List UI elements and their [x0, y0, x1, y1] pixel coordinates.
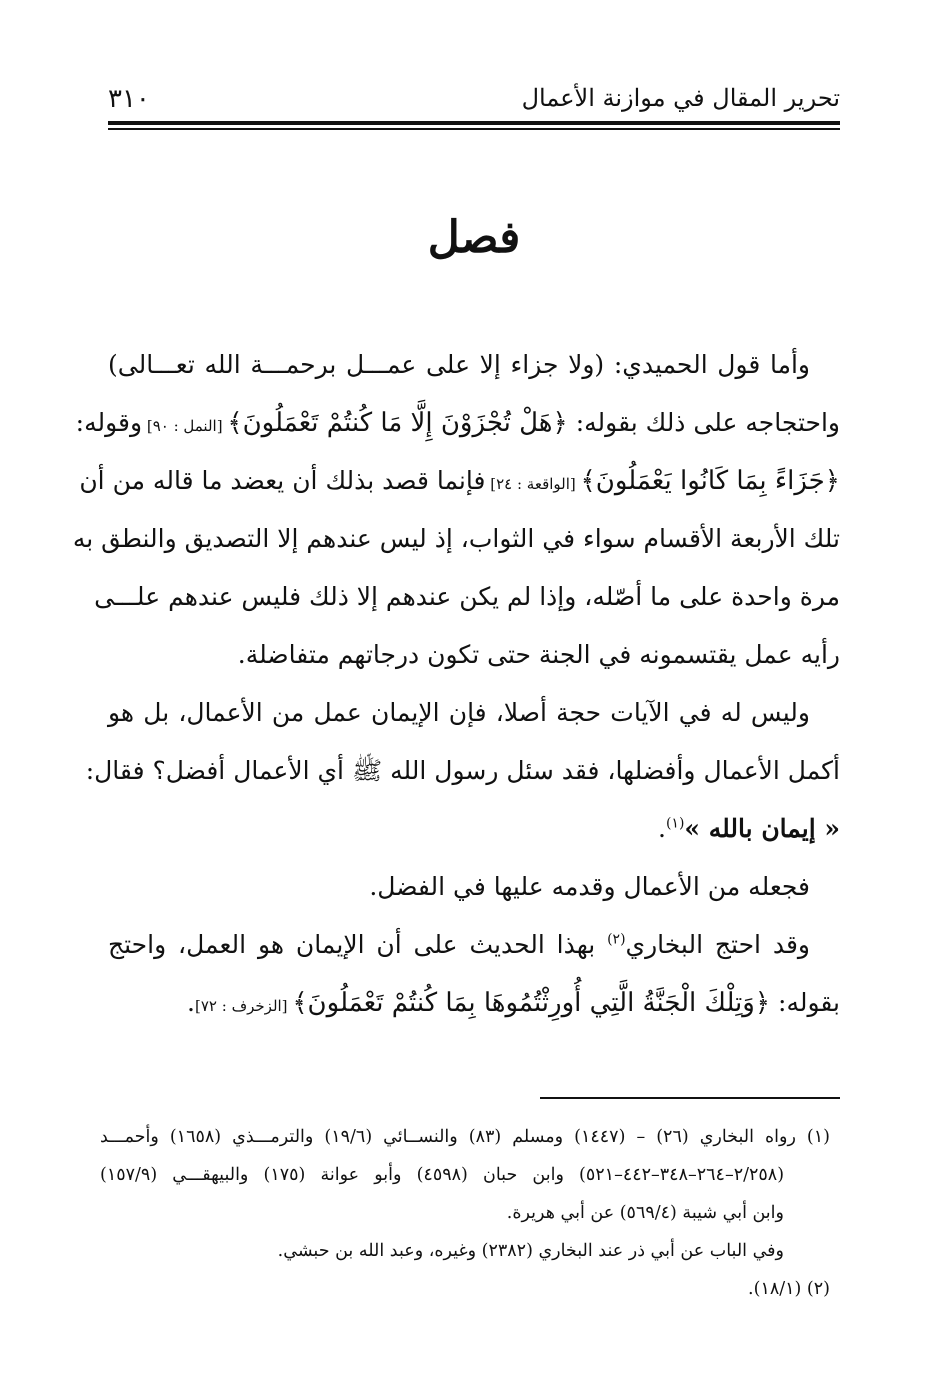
section-heading: فصل	[427, 212, 521, 263]
footnote-separator	[540, 1097, 840, 1099]
text-segment: واحتجاجه على ذلك بقوله:	[567, 408, 840, 437]
paragraph1-line4: تلك الأربعة الأقسام سواء في الثواب، إذ ليس عندهم إلا التصديق والنطق به	[72, 524, 840, 553]
text-segment: بقوله:	[770, 988, 840, 1017]
paragraph1-line1: وأما قول الحميدي: (ولا جزاء إلا على عمـــل برحمـــة الله تعـــالى)	[108, 350, 810, 379]
quran-verse: ﴿وَتِلْكَ الْجَنَّةُ الَّتِي أُورِثْتُمُوهَا بِمَا كُنتُمْ تَعْمَلُونَ﴾	[292, 988, 771, 1018]
text-segment: وقوله:	[75, 408, 143, 437]
verse-reference: [الواقعة : ٢٤]	[485, 475, 581, 493]
text-segment: بهذا الحديث على أن الإيمان هو العمل، واحتج	[108, 930, 608, 959]
footnote-1-line2: (٢/٢٥٨–٢٦٤–٣٤٨–٤٤٢–٥٢١) وابن حبان (٤٥٩٨) وأبو عوانة (١٧٥) والبيهقـــي (١٥٧/٩)	[100, 1165, 785, 1185]
footnote-1-line1: (١) رواه البخاري (٢٦) – (١٤٤٧) ومسلم (٨٣) والنســائي (١٩/٦) والترمـــذي (١٦٥٨) وأحمـــد	[100, 1127, 830, 1147]
paragraph2-line3	[108, 800, 840, 858]
running-title: تحرير المقال في موازنة الأعمال	[521, 84, 840, 112]
verse-reference: [الزخرف : ٧٢]	[195, 997, 293, 1015]
page-number: ٣١٠	[108, 84, 150, 114]
paragraph1-line3	[79, 452, 840, 510]
hadith-quote: « إيمان بالله »	[684, 814, 840, 843]
quran-verse: ﴿جَزَاءً بِمَا كَانُوا يَعْمَلُونَ﴾	[580, 466, 840, 496]
text-segment: وقد احتج البخاري	[625, 930, 810, 959]
verse-reference: [النمل : ٩٠]	[142, 417, 228, 435]
paragraph1-line2	[75, 394, 840, 452]
footnote-1-line3: وابن أبي شيبة (٥٦٩/٤) عن أبي هريرة.	[506, 1203, 784, 1223]
paragraph1-line6: رأيه عمل يقتسمونه في الجنة حتى تكون درجاتهم متفاضلة.	[237, 640, 840, 669]
text-segment: .	[187, 988, 195, 1017]
paragraph3: فجعله من الأعمال وقدمه عليها في الفضل.	[369, 872, 810, 901]
paragraph1-line5: مرة واحدة على ما أصّله، وإذا لم يكن عندهم إلا ذلك فليس عندهم علـــى	[94, 582, 840, 611]
paragraph2-line1: وليس له في الآيات حجة أصلا، فإن الإيمان عمل من الأعمال، بل هو	[108, 698, 810, 727]
footnote-1-line4: وفي الباب عن أبي ذر عند البخاري (٢٣٨٢) وغيره، وعبد الله بن حبشي.	[277, 1241, 784, 1261]
paragraph4-line2	[108, 974, 840, 1032]
header-rule-thick	[108, 121, 840, 125]
footnote-marker: (١)	[665, 815, 685, 832]
text-segment: .	[658, 814, 666, 843]
footnote-2-line1: (٢) (١٨/١).	[748, 1279, 830, 1299]
paragraph4-line1	[108, 916, 840, 974]
header-rule-thin	[108, 128, 840, 130]
paragraph2-line2: أكمل الأعمال وأفضلها، فقد سئل رسول الله ﷺ أي الأعمال أفضل؟ فقال:	[85, 756, 840, 785]
text-segment: فإنما قصد بذلك أن يعضد ما قاله من أن	[79, 466, 486, 495]
quran-verse: ﴿هَلْ تُجْزَوْنَ إِلَّا مَا كُنتُمْ تَعْمَلُونَ﴾	[227, 408, 568, 438]
body-text	[72, 336, 840, 1032]
footnotes	[100, 1118, 830, 1308]
footnote-marker: (٢)	[607, 931, 626, 948]
